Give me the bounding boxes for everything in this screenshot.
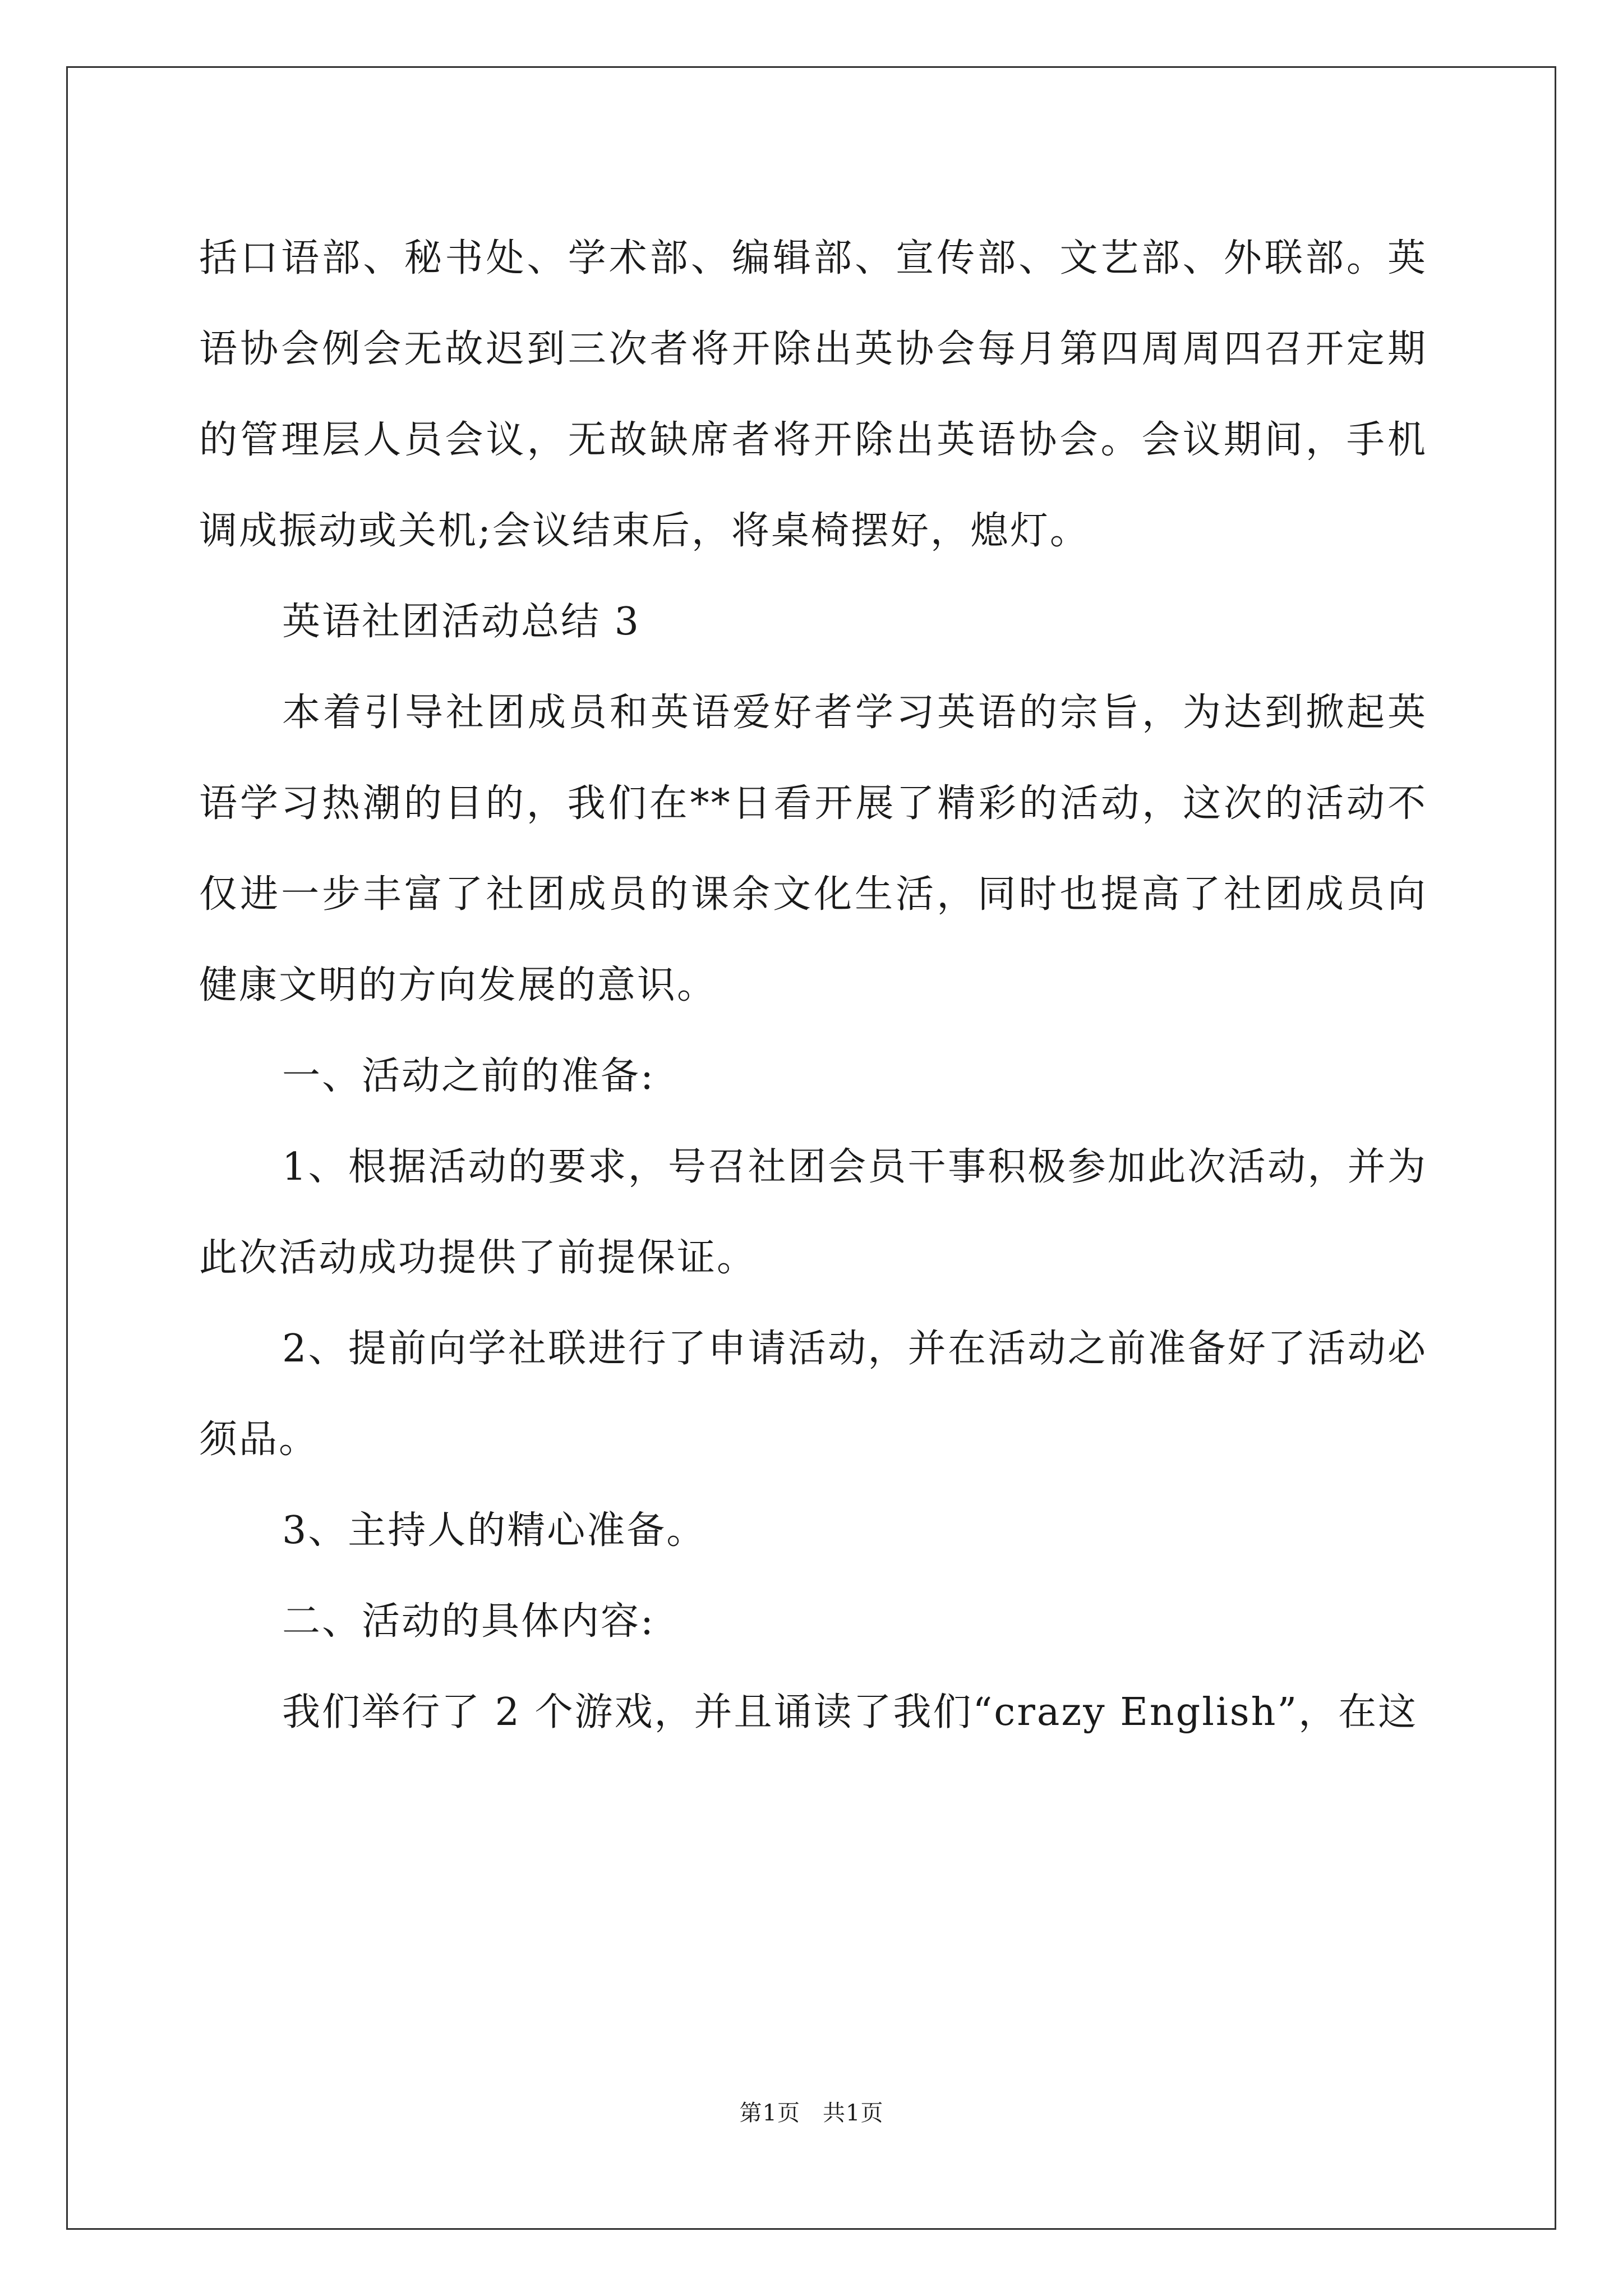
subheading: 一、活动之前的准备: (282, 1054, 655, 1098)
list-item: 1、根据活动的要求，号召社团会员干事积极参加此次活动，并为此次活动成功提供了前提保证。 (199, 1145, 1427, 1280)
page-number: 第1页 (739, 2100, 800, 2126)
list-item: 2、提前向学社联进行了申请活动，并在活动之前准备好了活动必须品。 (199, 1327, 1427, 1462)
section-heading: 英语社团活动总结 3 (282, 600, 640, 644)
paragraph: 括口语部、秘书处、学术部、编辑部、宣传部、文艺部、外联部。英语协会例会无故迟到三次者将开除出英协会每月第四周周四召开定期的管理层人员会议，无故缺席者将开除出英语协会。会议期间，手机调成振动或关机;会议结束后，将桌椅摆好，熄灯。 (199, 236, 1427, 553)
paragraph: 我们举行了 2 个游戏，并且诵读了我们“crazy English”，在这 (282, 1690, 1418, 1734)
list-item: 3、主持人的精心准备。 (282, 1508, 707, 1553)
page-total: 共1页 (823, 2100, 884, 2126)
subheading: 二、活动的具体内容: (282, 1599, 655, 1644)
document-body (199, 213, 1427, 1758)
paragraph: 本着引导社团成员和英语爱好者学习英语的宗旨，为达到掀起英语学习热潮的目的，我们在**日看开展了精彩的活动，这次的活动不仅进一步丰富了社团成员的课余文化生活，同时也提高了社团成员向健康文明的方向发展的意识。 (199, 691, 1427, 1007)
page-footer (0, 2095, 1623, 2127)
